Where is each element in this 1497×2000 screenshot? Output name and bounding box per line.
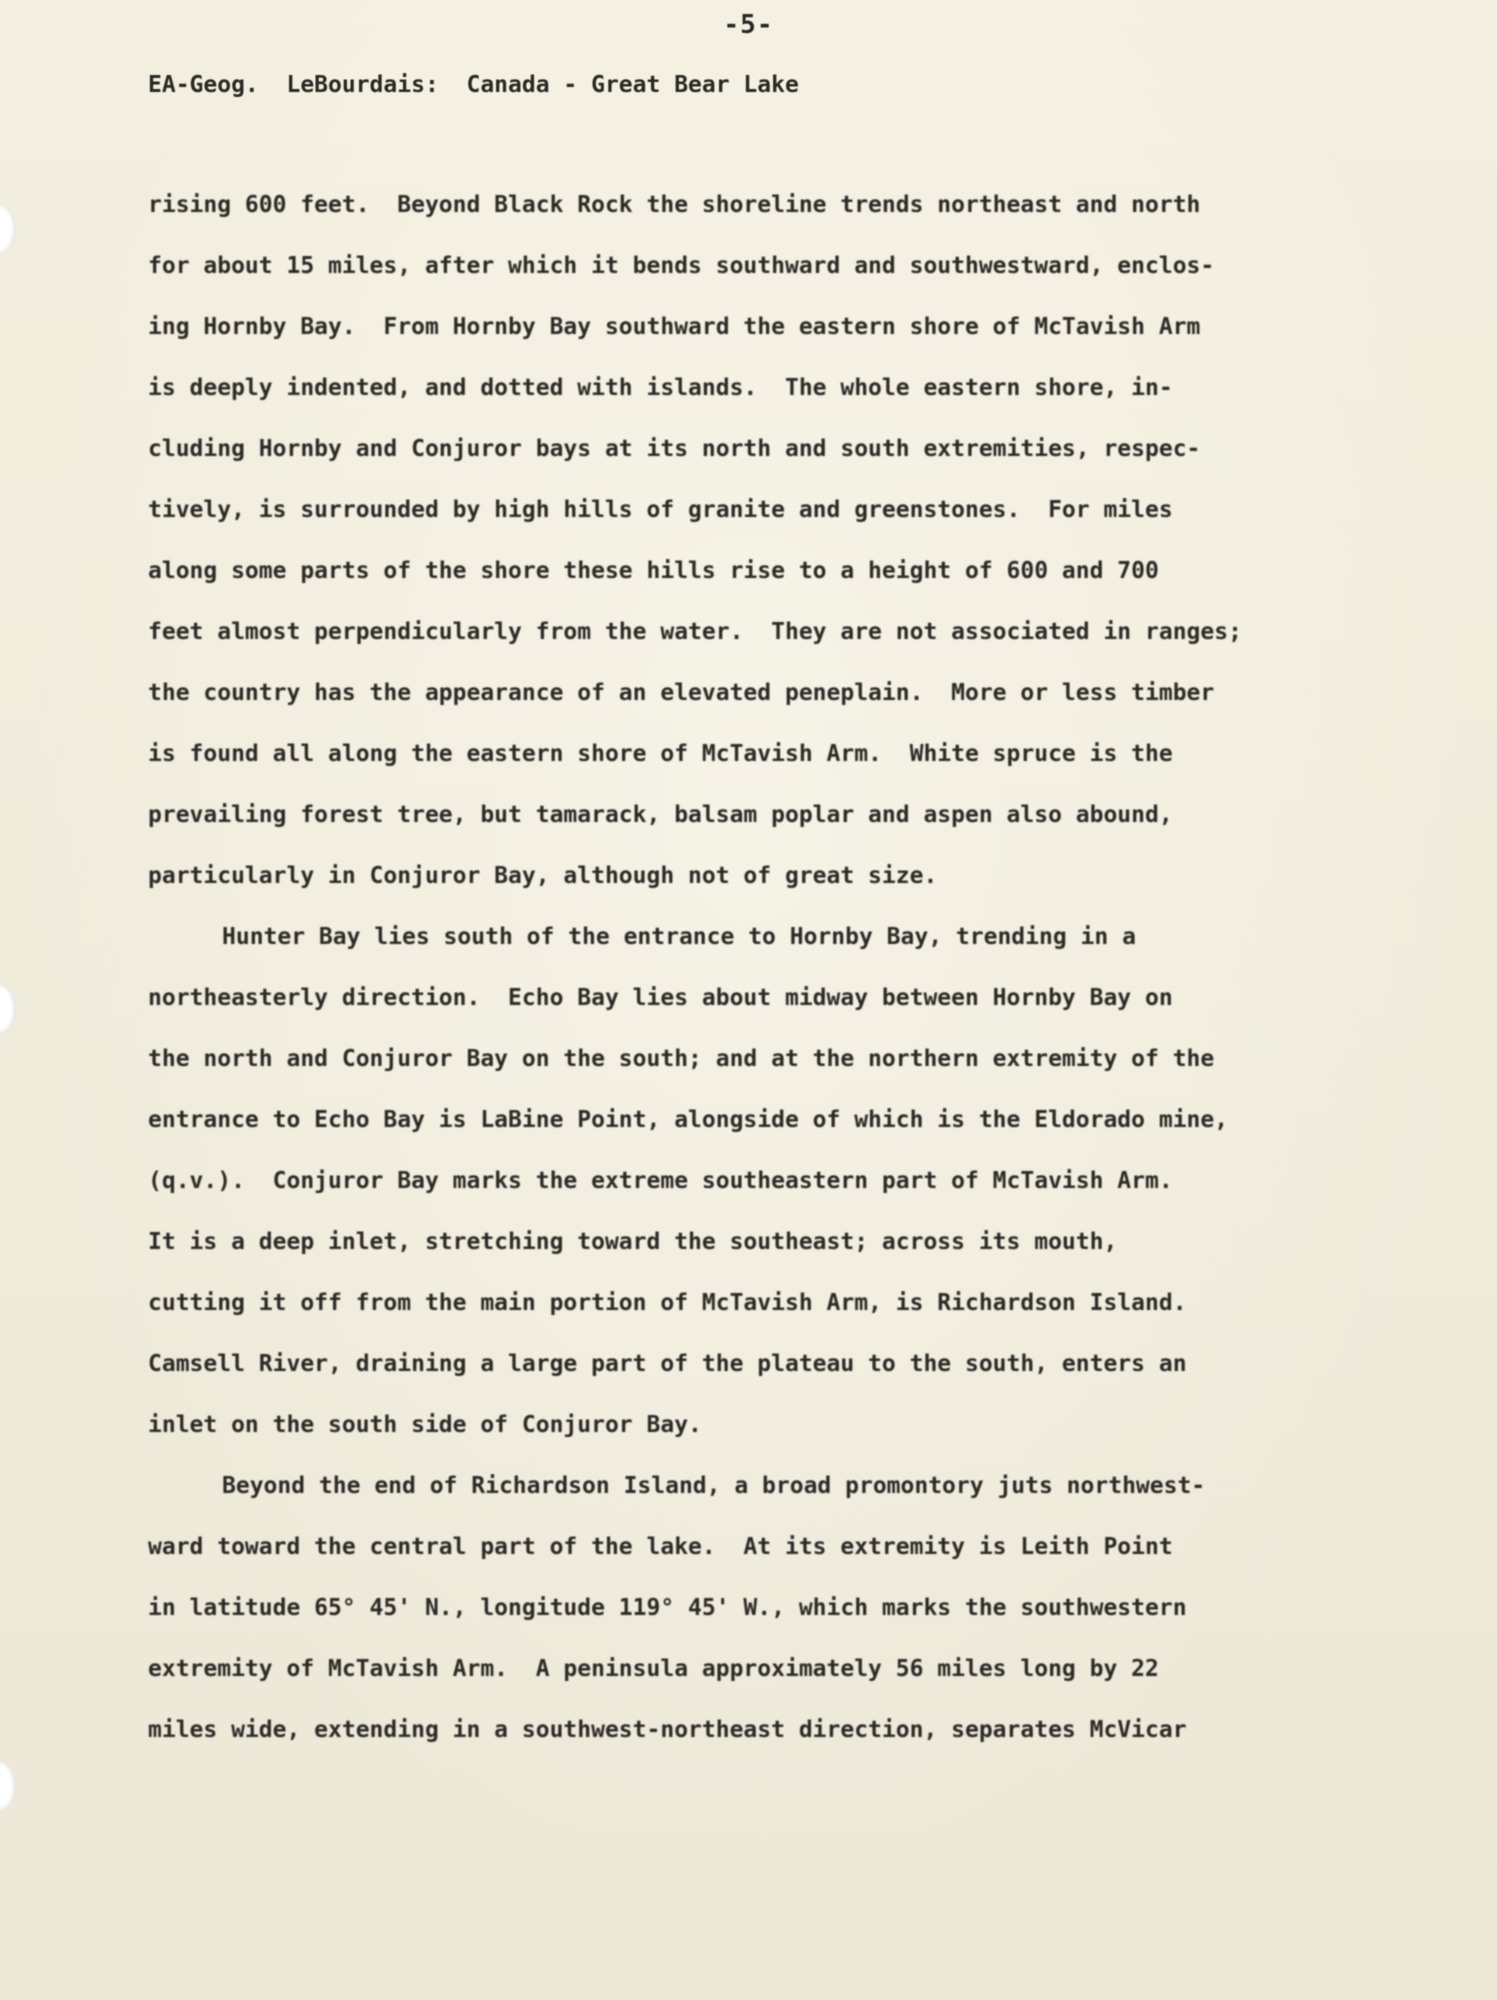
document-header: EA-Geog. LeBourdais: Canada - Great Bear Lake <box>148 72 799 98</box>
text-line: particularly in Conjuror Bay, although not of great size. <box>148 863 938 889</box>
text-line: ward toward the central part of the lake. At its extremity is Leith Point <box>148 1534 1173 1560</box>
text-line: for about 15 miles, after which it bends southward and southwestward, enclos- <box>148 253 1215 279</box>
text-line: rising 600 feet. Beyond Black Rock the shoreline trends northeast and north <box>148 192 1201 218</box>
text-line: ing Hornby Bay. From Hornby Bay southward the eastern shore of McTavish Arm <box>148 314 1201 340</box>
text-line: the north and Conjuror Bay on the south; and at the northern extremity of the <box>148 1046 1215 1072</box>
text-line: cutting it off from the main portion of McTavish Arm, is Richardson Island. <box>148 1290 1187 1316</box>
text-line: the country has the appearance of an elevated peneplain. More or less timber <box>148 680 1215 706</box>
paragraph-start-line: Beyond the end of Richardson Island, a broad promontory juts northwest- <box>222 1473 1206 1499</box>
text-line: prevailing forest tree, but tamarack, balsam poplar and aspen also abound, <box>148 802 1173 828</box>
text-line: feet almost perpendicularly from the water. They are not associated in ranges; <box>148 619 1242 645</box>
text-line: along some parts of the shore these hills rise to a height of 600 and 700 <box>148 558 1159 584</box>
text-line: in latitude 65° 45' N., longitude 119° 45' W., which marks the southwestern <box>148 1595 1187 1621</box>
text-line: extremity of McTavish Arm. A peninsula approximately 56 miles long by 22 <box>148 1656 1159 1682</box>
text-line: tively, is surrounded by high hills of granite and greenstones. For miles <box>148 497 1173 523</box>
text-line: It is a deep inlet, stretching toward the southeast; across its mouth, <box>148 1229 1118 1255</box>
text-line: entrance to Echo Bay is LaBine Point, alongside of which is the Eldorado mine, <box>148 1107 1229 1133</box>
page-number: -5- <box>723 10 774 40</box>
text-line: inlet on the south side of Conjuror Bay. <box>148 1412 702 1438</box>
text-line: miles wide, extending in a southwest-northeast direction, separates McVicar <box>148 1717 1187 1743</box>
text-line: (q.v.). Conjuror Bay marks the extreme southeastern part of McTavish Arm. <box>148 1168 1173 1194</box>
text-line: cluding Hornby and Conjuror bays at its north and south extremities, respec- <box>148 436 1201 462</box>
paragraph-start-line: Hunter Bay lies south of the entrance to Hornby Bay, trending in a <box>222 924 1136 950</box>
text-line: is deeply indented, and dotted with islands. The whole eastern shore, in- <box>148 375 1173 401</box>
text-line: northeasterly direction. Echo Bay lies about midway between Hornby Bay on <box>148 985 1173 1011</box>
text-line: Camsell River, draining a large part of the plateau to the south, enters an <box>148 1351 1187 1377</box>
text-line: is found all along the eastern shore of McTavish Arm. White spruce is the <box>148 741 1173 767</box>
